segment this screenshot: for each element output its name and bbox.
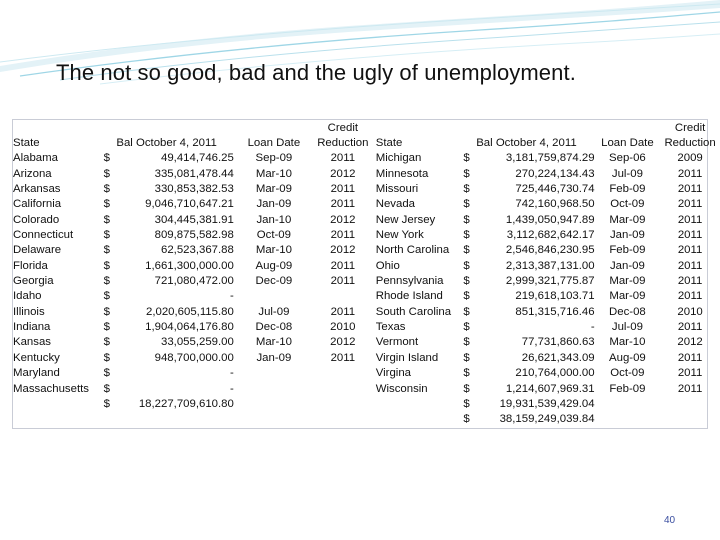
table-cell: $ [463,305,470,318]
table-cell: Jan-09 [609,259,645,272]
table-cell: Mar-10 [609,336,646,349]
table-cell: 38,159,249,039.84 [499,413,595,426]
table-cell [314,382,372,397]
table-cell: Jan-10 [256,213,292,226]
table-row [13,289,720,304]
table-cell: Oct-09 [610,198,645,211]
page-number: 40 [664,515,676,526]
table-cell: Minnesota [375,167,429,180]
table-cell: Virgin Island [375,351,439,364]
col-header: Bal October 4, 2011 [116,137,217,149]
table-cell: Missouri [375,183,419,196]
table-cell: $ [103,213,110,226]
table-cell: $ [463,351,470,364]
table-cell: Feb-09 [609,382,646,395]
col-header: Bal October 4, 2011 [476,137,577,149]
table-cell [314,289,372,304]
table-cell: 49,414,746.25 [160,152,234,165]
table-cell: - [230,290,234,303]
table-cell: 2,999,321,775.87 [505,275,595,288]
credit-header-left: Credit [327,122,359,134]
table-cell: 77,731,860.63 [521,336,595,349]
table-cell: Arkansas [13,183,61,196]
col-header: Reduction [664,137,716,149]
table-cell: $ [103,275,110,288]
table-cell [660,412,720,427]
table-cell [13,412,102,427]
table-cell: Delaware [13,244,62,257]
table-cell: $ [463,413,470,426]
table-cell: 210,764,000.00 [515,367,595,380]
table-cell: $ [463,198,470,211]
table-cell: Dec-09 [255,275,293,288]
table-cell: 2011 [677,183,703,196]
table-cell: 2011 [677,198,703,211]
table-cell: 2011 [330,183,356,196]
table-cell: 721,080,472.00 [154,275,234,288]
table-cell: 2011 [330,259,356,272]
table-cell: Wisconsin [375,382,428,395]
table-cell: Jul-09 [611,167,643,180]
table-cell: 2011 [677,213,703,226]
table-cell: 335,081,478.44 [154,167,234,180]
table-cell: 2012 [330,336,356,349]
table-cell: 26,621,343.09 [521,351,595,364]
table-cell: 742,160,968.50 [515,198,595,211]
table-cell: 2012 [330,167,356,180]
table-cell: 2011 [330,351,356,364]
table-cell: $ [463,397,470,410]
table-cell: 270,224,134.43 [515,167,595,180]
table-row [13,228,720,243]
table-cell: 330,853,382.53 [154,183,234,196]
table-cell: 1,661,300,000.00 [145,259,234,272]
table-cell [314,366,372,381]
table-cell: 1,214,607,969.31 [505,382,595,395]
table-cell: Michigan [375,152,422,165]
table-cell: $ [463,367,470,380]
table-cell: 1,439,050,947.89 [505,213,595,226]
table-row [13,412,720,427]
table-cell [234,366,314,381]
table-row [13,305,720,320]
table-cell: 2009 [677,152,703,165]
table-cell [372,412,462,427]
table-cell [116,412,233,427]
table-cell: 18,227,709,610.80 [138,397,234,410]
table-cell: 219,618,103.71 [515,290,595,303]
table-cell: $ [103,183,110,196]
table-cell: 9,046,710,647.21 [145,198,234,211]
table-cell: 1,904,064,176.80 [145,321,234,334]
table-cell: Ohio [375,259,400,272]
table-cell: 33,055,259.00 [160,336,234,349]
table-cell: Rhode Island [375,290,443,303]
table-cell [372,397,462,412]
table-cell: New York [375,229,424,242]
table-cell: 62,523,367.88 [160,244,234,257]
table-cell: Mar-10 [255,336,292,349]
table-cell: 948,700,000.00 [154,351,234,364]
table-cell: New Jersey [375,213,436,226]
table-row [13,382,720,397]
table-cell: Sep-06 [609,152,646,165]
table-cell: Pennsylvania [375,275,444,288]
col-header: Reduction [317,137,369,149]
table-cell: $ [463,244,470,257]
table-row [13,335,720,350]
table-cell: Illinois [13,305,45,318]
table-cell: Maryland [13,367,60,380]
header-swoosh-decoration [0,0,720,110]
table-cell: Kansas [13,336,51,349]
table-row [13,274,720,289]
table-cell: Feb-09 [609,183,646,196]
table-cell: Kentucky [13,351,60,364]
table-cell: 2011 [677,275,703,288]
table-cell: $ [103,167,110,180]
table-row [13,351,720,366]
table-cell: Florida [13,259,48,272]
table-cell: 2011 [677,382,703,395]
col-header: Loan Date [247,137,301,149]
col-header [102,136,117,151]
table-row [13,243,720,258]
table-cell: $ [103,336,110,349]
table-cell: North Carolina [375,244,450,257]
slide-title: The not so good, bad and the ugly of unemployment. [56,60,576,85]
table-cell: 2011 [677,290,703,303]
table-cell: $ [103,382,110,395]
table-cell: - [230,367,234,380]
table-cell: 2011 [330,198,356,211]
table-cell: $ [463,167,470,180]
table-cell [595,412,661,427]
table-cell: 2010 [677,305,703,318]
unemployment-loan-table [13,121,720,428]
table-cell: $ [103,152,110,165]
table-cell: 2011 [677,259,703,272]
table-cell: 2011 [330,152,356,165]
table-cell: $ [463,183,470,196]
table-cell: Texas [375,321,406,334]
table-cell [234,289,314,304]
table-cell: Vermont [375,336,419,349]
table-row [13,320,720,335]
table-cell: 304,445,381.91 [154,213,234,226]
credit-header-right: Credit [674,122,706,134]
table-cell: Dec-08 [609,305,646,318]
table-cell: 809,875,582.98 [154,229,234,242]
table-cell: 2011 [677,367,703,380]
table-cell: Mar-10 [255,167,292,180]
table-cell: 2011 [677,167,703,180]
table-row [13,213,720,228]
table-cell: Nevada [375,198,415,211]
table-cell: 2,546,846,230.95 [505,244,595,257]
table-cell: Mar-09 [609,213,646,226]
table-cell [314,397,372,412]
table-cell: $ [463,259,470,272]
table-row [13,167,720,182]
table-cell: 2,020,605,115.80 [145,305,234,318]
table-cell [660,397,720,412]
table-cell: 2010 [330,321,356,334]
table-cell: $ [463,152,470,165]
table-header-row-1 [13,121,720,136]
table-cell: 2012 [330,213,356,226]
table-cell [234,412,314,427]
table-cell: Indiana [13,321,51,334]
table-cell: $ [463,290,470,303]
table-cell: Virgina [375,367,411,380]
table-cell: $ [103,397,110,410]
table-cell: $ [103,305,110,318]
table-cell: Jan-09 [256,351,292,364]
table-cell [234,397,314,412]
col-header: State [375,137,403,149]
table-cell: 2011 [677,244,703,257]
table-cell: - [590,321,595,334]
table-cell: 2,313,387,131.00 [505,259,595,272]
table-cell: $ [103,351,110,364]
table-cell: - [230,382,234,395]
table-cell: 2011 [677,229,703,242]
table-cell: Arizona [13,167,52,180]
table-cell: 2012 [677,336,703,349]
table-cell [314,412,372,427]
table-row [13,151,720,166]
table-cell: Colorado [13,213,60,226]
table-cell: $ [103,321,110,334]
table-cell: 851,315,716.46 [515,305,595,318]
table-cell [102,412,117,427]
table-cell: Aug-09 [255,259,293,272]
table-cell: Feb-09 [609,244,646,257]
table-cell: 2011 [677,321,703,334]
table-cell: 19,931,539,429.04 [499,397,595,410]
table-row [13,366,720,381]
table-cell [595,397,661,412]
table-cell: 2011 [330,229,356,242]
table-cell: Oct-09 [256,229,291,242]
table-cell: Jan-09 [609,229,645,242]
table-cell: $ [463,382,470,395]
table-cell: $ [463,213,470,226]
table-cell [234,382,314,397]
table-cell: $ [103,244,110,257]
table-cell: $ [103,229,110,242]
col-header [461,136,476,151]
table-cell: Mar-10 [255,244,292,257]
table-cell: Jul-09 [258,305,290,318]
table-cell: Alabama [13,152,58,165]
table-cell: $ [103,367,110,380]
table-cell: Sep-09 [255,152,293,165]
table-cell: 725,446,730.74 [515,183,595,196]
table-header-row-2 [13,136,720,151]
table-cell: Jan-09 [256,198,292,211]
col-header: Loan Date [601,137,654,149]
table-cell: 2012 [330,244,356,257]
table-row [13,259,720,274]
table-cell: Mar-09 [609,290,646,303]
table-cell: 3,112,682,642.17 [506,229,595,242]
table-cell: 3,181,759,874.29 [505,152,595,165]
table-cell: Massachusetts [13,382,89,395]
table-cell: Connecticut [13,229,74,242]
table-cell: Mar-09 [609,275,646,288]
table-row [13,197,720,212]
table-row [13,397,720,412]
table-cell: $ [463,275,470,288]
table-cell: $ [463,336,470,349]
table-cell: $ [463,321,470,334]
col-header: State [13,137,40,149]
table-cell: $ [103,198,110,211]
table-cell: $ [463,229,470,242]
table-cell: Idaho [13,290,42,303]
table-cell: Aug-09 [609,351,646,364]
table-cell: Oct-09 [610,367,645,380]
table-cell: Dec-08 [255,321,293,334]
table-cell: $ [103,259,110,272]
table-cell: $ [103,290,110,303]
table-cell: 2011 [330,275,356,288]
table-cell [13,397,102,412]
table-cell: 2011 [330,305,356,318]
table-cell: South Carolina [375,305,452,318]
table-cell: Jul-09 [611,321,643,334]
table-cell: Georgia [13,275,54,288]
table-cell: Mar-09 [255,183,292,196]
table-cell: 2011 [677,351,703,364]
table-row [13,182,720,197]
table-cell: California [13,198,62,211]
